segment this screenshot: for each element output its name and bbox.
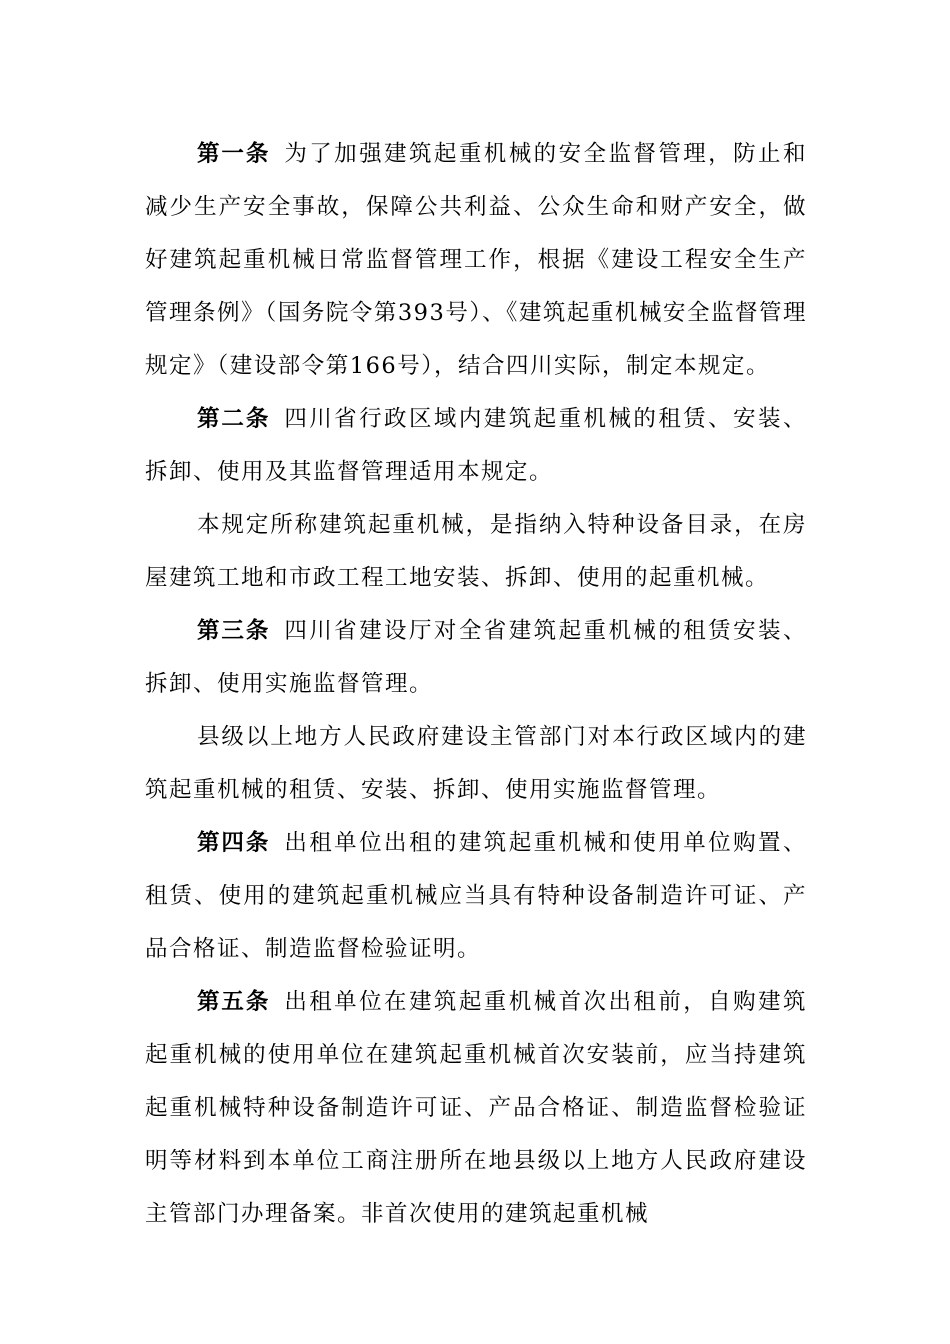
article-heading: 第一条 (197, 141, 271, 167)
article-text: 出租单位出租的建筑起重机械和使用单位购置、租赁、使用的建筑起重机械应当具有特种设备制造许可证、产品合格证、制造监督检验证明。 (145, 830, 807, 962)
article-4-paragraph (145, 817, 807, 976)
article-heading: 第四条 (197, 830, 271, 856)
article-heading: 第二条 (197, 406, 271, 432)
article-text: 四川省建设厅对全省建筑起重机械的租赁安装、拆卸、使用实施监督管理。 (145, 618, 807, 697)
article-1-paragraph (145, 128, 807, 393)
article-2-paragraph (145, 393, 807, 499)
article-heading: 第五条 (197, 989, 271, 1015)
article-text: 为了加强建筑起重机械的安全监督管理，防止和减少生产安全事故，保障公共利益、公众生命和财产安全，做好建筑起重机械日常监督管理工作，根据《建设工程安全生产管理条例》（国务院令第393号）、《建筑起重机械安全监督管理规定》（建设部令第166号），结合四川实际，制定本规定。 (145, 141, 807, 379)
article-text: 出租单位在建筑起重机械首次出租前，自购建筑起重机械的使用单位在建筑起重机械首次安装前，应当持建筑起重机械特种设备制造许可证、产品合格证、制造监督检验证明等材料到本单位工商注册所在地县级以上地方人民政府建设主管部门办理备案。非首次使用的建筑起重机械 (145, 989, 807, 1227)
document-body (145, 128, 807, 1241)
article-5-paragraph (145, 976, 807, 1241)
article-text: 县级以上地方人民政府建设主管部门对本行政区域内的建筑起重机械的租赁、安装、拆卸、使用实施监督管理。 (145, 724, 807, 803)
article-heading: 第三条 (197, 618, 271, 644)
article-text: 四川省行政区域内建筑起重机械的租赁、安装、拆卸、使用及其监督管理适用本规定。 (145, 406, 807, 485)
article-3-continuation-paragraph (145, 711, 807, 817)
article-2-continuation-paragraph (145, 499, 807, 605)
article-text: 本规定所称建筑起重机械，是指纳入特种设备目录，在房屋建筑工地和市政工程工地安装、拆卸、使用的起重机械。 (145, 512, 807, 591)
article-3-paragraph (145, 605, 807, 711)
